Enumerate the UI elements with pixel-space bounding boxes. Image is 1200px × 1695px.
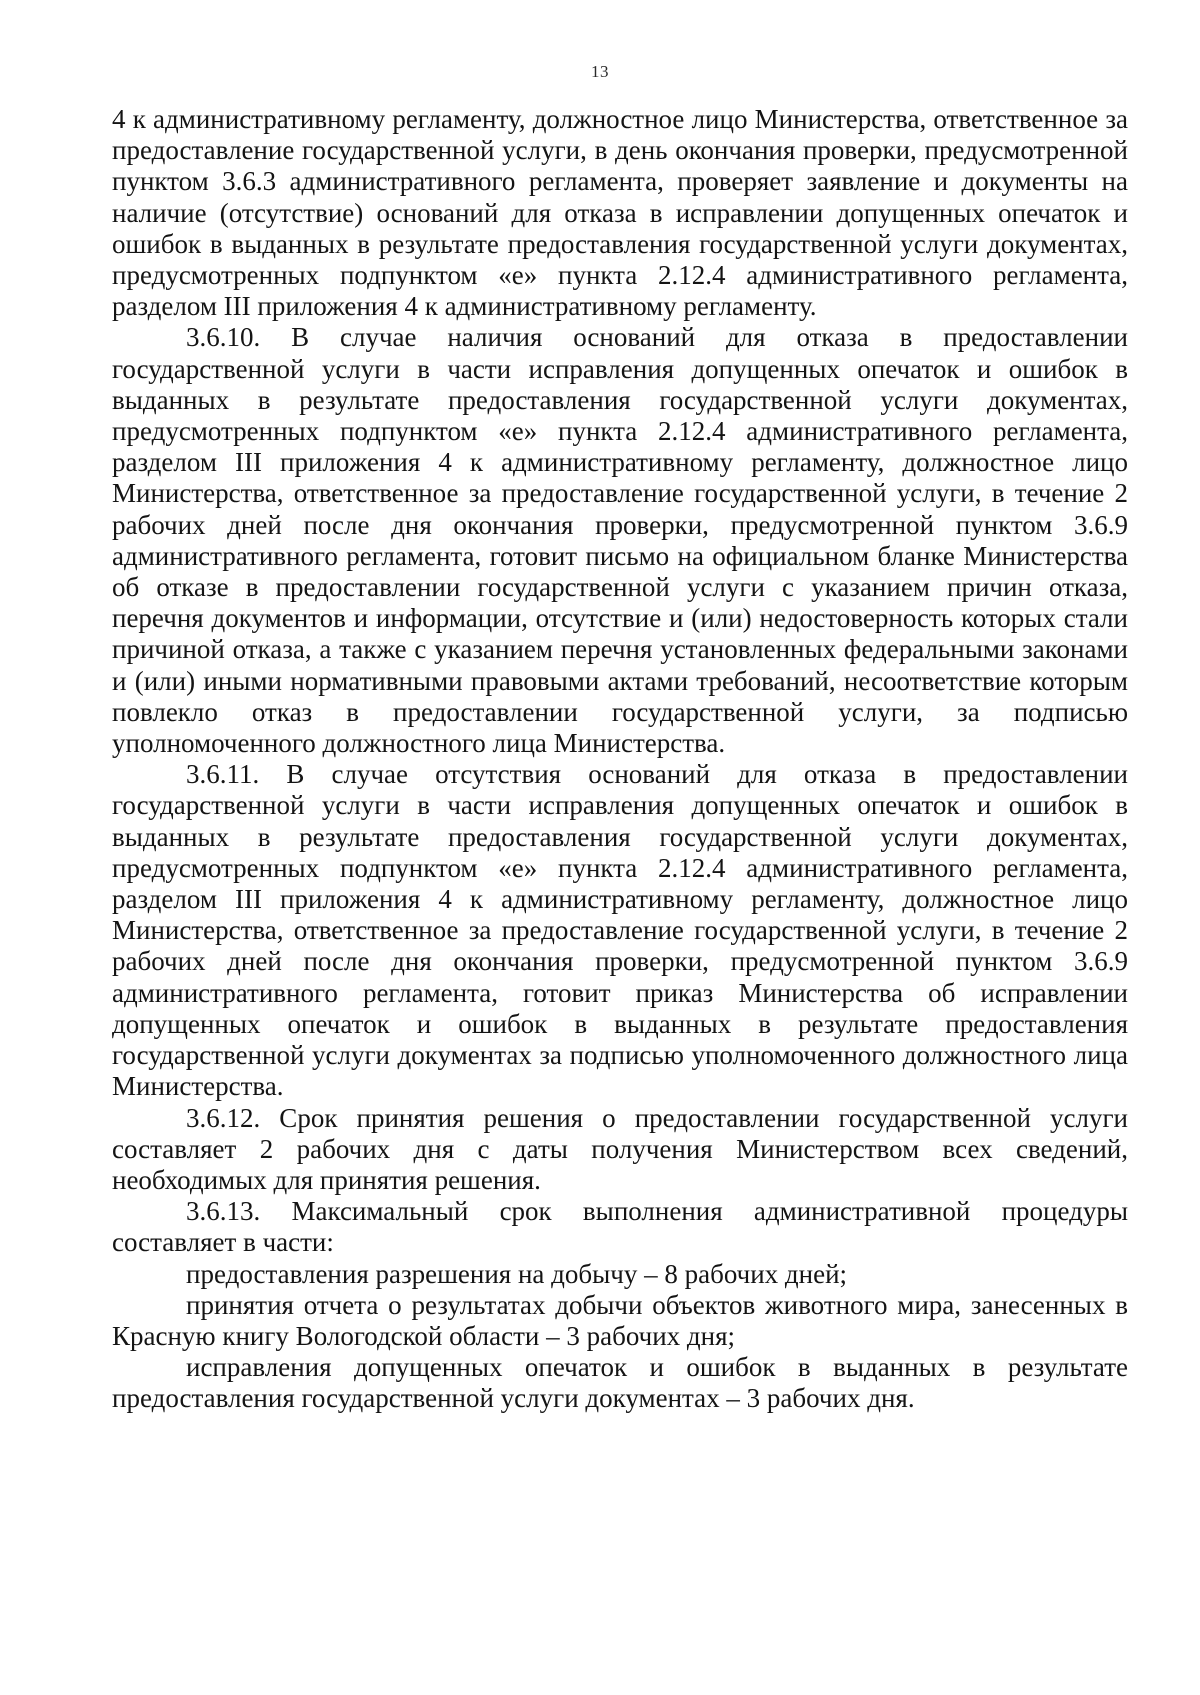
paragraph-3-6-13: 3.6.13. Максимальный срок выполнения административной процедуры составляет в части:	[112, 1196, 1128, 1258]
list-item-corrections-term: исправления допущенных опечаток и ошибок в выданных в результате предоставления государственной услуги документах – 3 рабочих дня.	[112, 1352, 1128, 1414]
paragraph-3-6-12: 3.6.12. Срок принятия решения о предоставлении государственной услуги составляет 2 рабочих дня с даты получения Министерством всех сведений, необходимых для принятия решения.	[112, 1102, 1128, 1195]
paragraph-3-6-10: 3.6.10. В случае наличия оснований для отказа в предоставлении государственной услуги в части исправления допущенных опечаток и ошибок в выданных в результате предоставления государственной услуги документах, предусмотренных подпунктом «е» пункта 2.12.4 административного регламента, разделом III приложения 4 к административному регламенту, должностное лицо Министерства, ответственное за предоставление государственной услуги, в течение 2 рабочих дней после дня окончания проверки, предусмотренной пунктом 3.6.9 административного регламента, готовит письмо на официальном бланке Министерства об отказе в предоставлении государственной услуги с указанием причин отказа, перечня документов и информации, отсутствие и (или) недостоверность которых стали причиной отказа, а также с указанием перечня установленных федеральными законами и (или) иными нормативными правовыми актами требований, несоответствие которым повлекло отказ в предоставлении государственной услуги, за подписью уполномоченного должностного лица Министерства.	[112, 322, 1128, 759]
list-item-permit-term: предоставления разрешения на добычу – 8 рабочих дней;	[186, 1258, 848, 1289]
document-body	[112, 104, 1128, 1415]
paragraph-continuation: 4 к административному регламенту, должностное лицо Министерства, ответственное за предоставление государственной услуги, в день окончания проверки, предусмотренной пунктом 3.6.3 административного регламента, проверяет заявление и документы на наличие (отсутствие) оснований для отказа в исправлении допущенных опечаток и ошибок в выданных в результате предоставления государственной услуги документах, предусмотренных подпунктом «е» пункта 2.12.4 административного регламента, разделом III приложения 4 к административному регламенту.	[112, 104, 1128, 322]
list-item-report-term: принятия отчета о результатах добычи объектов животного мира, занесенных в Красную книгу Вологодской области – 3 рабочих дня;	[112, 1289, 1128, 1351]
paragraph-3-6-11: 3.6.11. В случае отсутствия оснований для отказа в предоставлении государственной услуги в части исправления допущенных опечаток и ошибок в выданных в результате предоставления государственной услуги документах, предусмотренных подпунктом «е» пункта 2.12.4 административного регламента, разделом III приложения 4 к административному регламенту, должностное лицо Министерства, ответственное за предоставление государственной услуги, в течение 2 рабочих дней после дня окончания проверки, предусмотренной пунктом 3.6.9 административного регламента, готовит приказ Министерства об исправлении допущенных опечаток и ошибок в выданных в результате предоставления государственной услуги документах за подписью уполномоченного должностного лица Министерства.	[112, 759, 1128, 1102]
page-number: 13	[591, 62, 609, 81]
